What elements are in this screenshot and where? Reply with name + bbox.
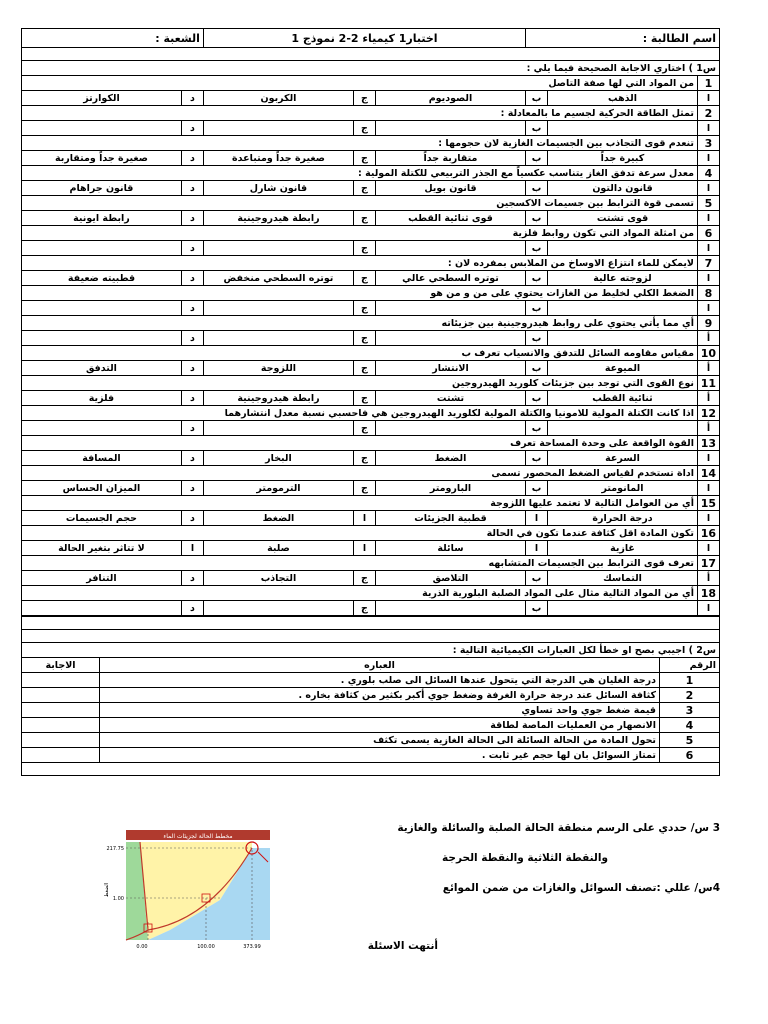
option-letter: أ — [698, 361, 720, 376]
option-text[interactable] — [203, 301, 353, 316]
option-letter: ا — [698, 151, 720, 166]
options-row — [21, 481, 719, 496]
question-number: 11 — [698, 376, 720, 391]
question-row — [21, 136, 719, 151]
option-letter: د — [181, 271, 203, 286]
question-row — [21, 106, 719, 121]
option-letter: أ — [698, 421, 720, 436]
option-letter: ا — [698, 511, 720, 526]
blank-row — [21, 763, 719, 776]
option-text[interactable] — [375, 331, 525, 346]
col-number-header: الرقم — [660, 658, 720, 673]
col-statement-header: العباره — [100, 658, 660, 673]
option-text[interactable]: الميزان الحساس — [21, 481, 181, 496]
option-text[interactable]: الصوديوم — [375, 91, 525, 106]
option-letter: ب — [525, 361, 547, 376]
question-number: 5 — [698, 196, 720, 211]
question-row — [21, 376, 719, 391]
q1-title-row — [21, 61, 719, 76]
option-letter: ب — [525, 151, 547, 166]
option-letter: ا — [698, 211, 720, 226]
option-text[interactable]: رابطة هيدروجينية — [203, 211, 353, 226]
question-number: 8 — [698, 286, 720, 301]
question-row — [21, 346, 719, 361]
option-letter: د — [181, 91, 203, 106]
options-row — [21, 241, 719, 256]
option-letter: ب — [525, 481, 547, 496]
question-number: 14 — [698, 466, 720, 481]
option-text[interactable]: قانون دالتون — [548, 181, 698, 196]
question-row — [21, 406, 719, 421]
option-letter: ا — [181, 541, 203, 556]
option-letter: ا — [698, 241, 720, 256]
option-letter: د — [181, 181, 203, 196]
option-text[interactable]: اللزوجة — [203, 361, 353, 376]
option-letter: ا — [698, 91, 720, 106]
question-number: 2 — [698, 106, 720, 121]
x-tick-2: 100.00 — [197, 944, 215, 950]
question-text: تسمى قوة الترابط بين جسيمات الاكسجين — [21, 196, 697, 211]
option-text[interactable] — [375, 301, 525, 316]
question-number: 10 — [698, 346, 720, 361]
option-text[interactable]: ثنائية القطب — [548, 391, 698, 406]
option-letter: ج — [353, 241, 375, 256]
phase-diagram — [100, 830, 270, 950]
question-text: لايمكن للماء انتزاع الاوساخ من الملابس بمفرده لان : — [21, 256, 697, 271]
option-letter: د — [181, 451, 203, 466]
question-number: 16 — [698, 526, 720, 541]
option-letter: ج — [353, 271, 375, 286]
x-tick-1: 0.00 — [136, 944, 148, 950]
options-row — [21, 571, 719, 586]
statement-row — [21, 703, 719, 718]
option-text[interactable]: الانتشار — [375, 361, 525, 376]
option-text[interactable] — [21, 241, 181, 256]
question-text: من المواد التي لها صفة التاصل — [21, 76, 697, 91]
option-text[interactable]: الترمومتر — [203, 481, 353, 496]
options-row — [21, 181, 719, 196]
question-text: الضغط الكلي لخليط من الغازات يحتوي على من و من هو — [21, 286, 697, 301]
option-text[interactable]: درجة الحرارة — [548, 511, 698, 526]
statement-text: درجة الغليان هي الدرجة التي يتحول عندها السائل الى صلب بلوري . — [100, 673, 660, 688]
question-row — [21, 286, 719, 301]
question-row — [21, 166, 719, 181]
option-text[interactable]: قوى ثنائية القطب — [375, 211, 525, 226]
question-number: 7 — [698, 256, 720, 271]
option-text[interactable] — [21, 301, 181, 316]
question-text: تكون المادة اقل كثافة عندما تكون في الحالة — [21, 526, 697, 541]
option-letter: د — [181, 601, 203, 616]
statement-number: 1 — [660, 673, 720, 688]
options-row — [21, 361, 719, 376]
statement-row — [21, 688, 719, 703]
option-letter: ج — [353, 91, 375, 106]
statement-row — [21, 733, 719, 748]
options-row — [21, 601, 719, 616]
option-letter: ا — [698, 271, 720, 286]
option-text[interactable]: الكوارتز — [21, 91, 181, 106]
option-letter: ب — [525, 91, 547, 106]
option-letter: ج — [353, 331, 375, 346]
option-text[interactable]: التجاذب — [203, 571, 353, 586]
option-text[interactable] — [203, 241, 353, 256]
option-text[interactable]: البخار — [203, 451, 353, 466]
option-letter: ج — [353, 451, 375, 466]
option-letter: ا — [698, 181, 720, 196]
question-text: تنعدم قوى التجاذب بين الجسيمات الغازية لان حجومها : — [21, 136, 697, 151]
option-text[interactable]: صغيرة جداً ومتقاربة — [21, 151, 181, 166]
option-text[interactable]: قانون جراهام — [21, 181, 181, 196]
q3-line1: 3 س/ حددي على الرسم منطقة الحالة الصلبة والسائلة والغازية — [397, 822, 720, 834]
question-row — [21, 496, 719, 511]
option-letter: ب — [525, 121, 547, 136]
option-text[interactable]: صغيرة جداً ومتباعدة — [203, 151, 353, 166]
option-text[interactable]: الضغط — [375, 451, 525, 466]
option-letter: د — [181, 361, 203, 376]
question-row — [21, 436, 719, 451]
option-text[interactable] — [21, 331, 181, 346]
option-text[interactable]: التلاصق — [375, 571, 525, 586]
question-number: 3 — [698, 136, 720, 151]
question-text: تمثل الطاقة الحركية لجسيم ما بالمعادلة : — [21, 106, 697, 121]
x-tick-3: 373.99 — [243, 944, 261, 950]
option-letter: ا — [525, 511, 547, 526]
section-label: الشعبة : — [21, 29, 203, 48]
options-row — [21, 421, 719, 436]
option-text[interactable]: حجم الجسيمات — [21, 511, 181, 526]
option-text[interactable]: التنافر — [21, 571, 181, 586]
option-letter: ج — [353, 481, 375, 496]
option-letter: د — [181, 211, 203, 226]
option-text[interactable]: التماسك — [548, 571, 698, 586]
question-row — [21, 526, 719, 541]
option-letter: ا — [698, 121, 720, 136]
question-text: أي مما يأتي يحتوي على روابط هيدروجينية بين جزيئاته — [21, 316, 697, 331]
options-row — [21, 91, 719, 106]
option-letter: ج — [353, 151, 375, 166]
option-text[interactable]: فلزية — [21, 391, 181, 406]
option-text[interactable] — [203, 601, 353, 616]
option-text[interactable]: قانون شارل — [203, 181, 353, 196]
statement-text: الانصهار من العمليات الماصة لطاقة — [100, 718, 660, 733]
option-text[interactable]: رابطة هيدروجينية — [203, 391, 353, 406]
option-text[interactable]: الميوعة — [548, 361, 698, 376]
test-title: اختبار1 كيمياء 2-2 نموذج 1 — [203, 29, 525, 48]
question-text: نوع القوى التي توجد بين جزيئات كلوريد الهيدروجين — [21, 376, 697, 391]
answer-cell[interactable] — [21, 688, 99, 703]
question-text: أي من العوامل التالية لا تعتمد عليها اللزوجة — [21, 496, 697, 511]
option-letter: ب — [525, 331, 547, 346]
option-text[interactable]: المانومتر — [548, 481, 698, 496]
options-row — [21, 151, 719, 166]
y-tick-2: 1.00 — [112, 896, 124, 902]
option-letter: ب — [525, 571, 547, 586]
option-letter: ا — [353, 511, 375, 526]
question-text: القوة الواقعة على وحدة المساحة تعرف — [21, 436, 697, 451]
option-text[interactable]: سائلة — [375, 541, 525, 556]
option-letter: ج — [353, 121, 375, 136]
option-letter: ب — [525, 451, 547, 466]
question-row — [21, 226, 719, 241]
option-text[interactable]: كبيرة جداً — [548, 151, 698, 166]
q3-line2: والنقطة الثلاثية والنقطة الحرجة — [442, 852, 608, 864]
option-letter: أ — [698, 331, 720, 346]
options-row — [21, 451, 719, 466]
option-letter: ا — [698, 601, 720, 616]
question-number: 6 — [698, 226, 720, 241]
statement-text: قيمة ضغط جوي واحد تساوي — [100, 703, 660, 718]
option-text[interactable] — [375, 121, 525, 136]
statement-number: 3 — [660, 703, 720, 718]
option-letter: ب — [525, 601, 547, 616]
option-letter: ب — [525, 391, 547, 406]
statement-number: 6 — [660, 748, 720, 763]
option-letter: ج — [353, 571, 375, 586]
option-text[interactable] — [548, 121, 698, 136]
option-text[interactable]: لزوجته عالية — [548, 271, 698, 286]
option-text[interactable]: البارومتر — [375, 481, 525, 496]
option-text[interactable]: الذهب — [548, 91, 698, 106]
options-row — [21, 511, 719, 526]
blank-row — [21, 630, 719, 643]
option-text[interactable]: قوى تشتت — [548, 211, 698, 226]
statement-text: تحول المادة من الحالة السائلة الى الحالة الغازية يسمى تكثف — [100, 733, 660, 748]
option-text[interactable]: توتره السطحي عالي — [375, 271, 525, 286]
option-text[interactable] — [21, 421, 181, 436]
phase-diagram-svg — [100, 830, 270, 950]
statement-row — [21, 748, 719, 763]
options-row — [21, 271, 719, 286]
question-text: أي من المواد التالية مثال على المواد الصلبة البلورية الذرية — [21, 586, 697, 601]
option-letter: ا — [698, 481, 720, 496]
question-text: مقياس مقاومه السائل للتدفق والانسياب تعرف ب — [21, 346, 697, 361]
option-text[interactable] — [203, 421, 353, 436]
option-letter: ج — [353, 181, 375, 196]
option-letter: د — [181, 481, 203, 496]
y-tick-1: 217.75 — [106, 846, 124, 852]
exam-table — [21, 28, 720, 616]
option-text[interactable] — [203, 331, 353, 346]
option-text[interactable] — [21, 601, 181, 616]
option-text[interactable]: التدفق — [21, 361, 181, 376]
statement-number: 4 — [660, 718, 720, 733]
option-text[interactable] — [548, 601, 698, 616]
option-letter: ا — [698, 451, 720, 466]
question-row — [21, 76, 719, 91]
option-letter: ب — [525, 241, 547, 256]
option-text[interactable]: رابطة ايونية — [21, 211, 181, 226]
question-number: 9 — [698, 316, 720, 331]
question-number: 1 — [698, 76, 720, 91]
option-letter: د — [181, 241, 203, 256]
blank-row — [21, 617, 719, 630]
option-letter: د — [181, 421, 203, 436]
option-text[interactable]: غازية — [548, 541, 698, 556]
q1-title: س1 ) اختاري الاجابة الصحيحة فيما يلي : — [21, 61, 719, 76]
question-text: اذا كانت الكتلة المولية للامونيا والكتلة المولية لكلوريد الهيدروجين هي فاحسبي نسبة معدل انتشارهما — [21, 406, 697, 421]
question-text: معدل سرعة تدفق الغاز يتناسب عكسياً مع الجذر التربيعي للكتلة المولية : — [21, 166, 697, 181]
option-letter: د — [181, 121, 203, 136]
q2-title-row — [21, 643, 719, 658]
option-text[interactable]: تشتت — [375, 391, 525, 406]
answer-cell[interactable] — [21, 748, 99, 763]
chart-title: مخطط الحالة لجزيئات الماء — [163, 833, 233, 840]
statement-text: كثافة السائل عند درجة حرارة الغرفة وضغط جوي أكبر بكثير من كثافة بخاره . — [100, 688, 660, 703]
option-text[interactable] — [21, 121, 181, 136]
option-letter: ج — [353, 421, 375, 436]
option-letter: ا — [525, 541, 547, 556]
option-text[interactable]: قانون بويل — [375, 181, 525, 196]
answer-cell[interactable] — [21, 703, 99, 718]
answer-cell[interactable] — [21, 733, 99, 748]
blank-row — [21, 48, 719, 61]
question-number: 17 — [698, 556, 720, 571]
option-text[interactable] — [375, 421, 525, 436]
option-letter: د — [181, 301, 203, 316]
question-row — [21, 256, 719, 271]
option-text[interactable] — [548, 241, 698, 256]
option-text[interactable] — [548, 421, 698, 436]
option-text[interactable] — [375, 241, 525, 256]
statement-number: 5 — [660, 733, 720, 748]
question-text: من امثلة المواد التي تكون روابط فلزية — [21, 226, 697, 241]
exam-sheet — [22, 28, 720, 776]
question-number: 4 — [698, 166, 720, 181]
option-text[interactable]: صلبة — [203, 541, 353, 556]
options-row — [21, 301, 719, 316]
option-text[interactable]: المسافة — [21, 451, 181, 466]
option-letter: ج — [353, 301, 375, 316]
option-letter: ب — [525, 211, 547, 226]
options-row — [21, 211, 719, 226]
option-text[interactable]: الكربون — [203, 91, 353, 106]
option-letter: ب — [525, 421, 547, 436]
option-text[interactable]: السرعة — [548, 451, 698, 466]
question-number: 15 — [698, 496, 720, 511]
option-text[interactable]: الضغط — [203, 511, 353, 526]
answer-cell[interactable] — [21, 718, 99, 733]
options-row — [21, 121, 719, 136]
answer-cell[interactable] — [21, 673, 99, 688]
question-number: 13 — [698, 436, 720, 451]
option-text[interactable]: توتره السطحي منخفض — [203, 271, 353, 286]
statement-text: تمتاز السوائل بان لها حجم غير ثابت . — [100, 748, 660, 763]
option-text[interactable]: قطبيته ضعيفة — [21, 271, 181, 286]
option-letter: ب — [525, 301, 547, 316]
options-row — [21, 391, 719, 406]
end-note: أنتهت الاسئلة — [367, 940, 438, 952]
option-letter: ا — [698, 541, 720, 556]
question-text: اداة تستخدم لقياس الضغط المحصور تسمى — [21, 466, 697, 481]
question-row — [21, 196, 719, 211]
statement-number: 2 — [660, 688, 720, 703]
option-letter: أ — [698, 391, 720, 406]
option-text[interactable]: متقاربة جداً — [375, 151, 525, 166]
option-letter: ب — [525, 271, 547, 286]
q4-text: 4س/ عللي :تصنف السوائل والغازات من ضمن الموائع — [442, 882, 720, 894]
option-text[interactable]: لا تتاثر بتغير الحالة — [21, 541, 181, 556]
option-letter: ج — [353, 601, 375, 616]
option-letter: أ — [698, 571, 720, 586]
option-letter: ا — [698, 301, 720, 316]
question-row — [21, 556, 719, 571]
statement-row — [21, 718, 719, 733]
option-text[interactable] — [375, 601, 525, 616]
option-letter: ج — [353, 211, 375, 226]
question-text: تعرف قوى الترابط بين الجسيمات المتشابهه — [21, 556, 697, 571]
question-number: 12 — [698, 406, 720, 421]
option-letter: د — [181, 571, 203, 586]
q2-header-row — [21, 658, 719, 673]
question-row — [21, 466, 719, 481]
option-text[interactable] — [548, 331, 698, 346]
option-letter: د — [181, 511, 203, 526]
question-row — [21, 586, 719, 601]
header-row — [21, 29, 719, 48]
option-letter: د — [181, 391, 203, 406]
option-text[interactable]: قطبية الجزيئات — [375, 511, 525, 526]
option-text[interactable] — [203, 121, 353, 136]
q2-title: س2 ) اجيبي بصح او خطأ لكل العبارات الكيميائية التالية : — [21, 643, 719, 658]
question-number: 18 — [698, 586, 720, 601]
col-answer-header: الاجابة — [21, 658, 99, 673]
option-letter: ج — [353, 361, 375, 376]
statement-row — [21, 673, 719, 688]
y-axis-label: الضغط — [104, 882, 110, 898]
option-text[interactable] — [548, 301, 698, 316]
option-letter: د — [181, 331, 203, 346]
option-letter: ب — [525, 181, 547, 196]
options-row — [21, 541, 719, 556]
student-name-label: اسم الطالبة : — [525, 29, 719, 48]
question-row — [21, 316, 719, 331]
option-letter: د — [181, 151, 203, 166]
option-letter: ا — [353, 541, 375, 556]
options-row — [21, 331, 719, 346]
option-letter: ج — [353, 391, 375, 406]
true-false-table — [21, 616, 720, 776]
